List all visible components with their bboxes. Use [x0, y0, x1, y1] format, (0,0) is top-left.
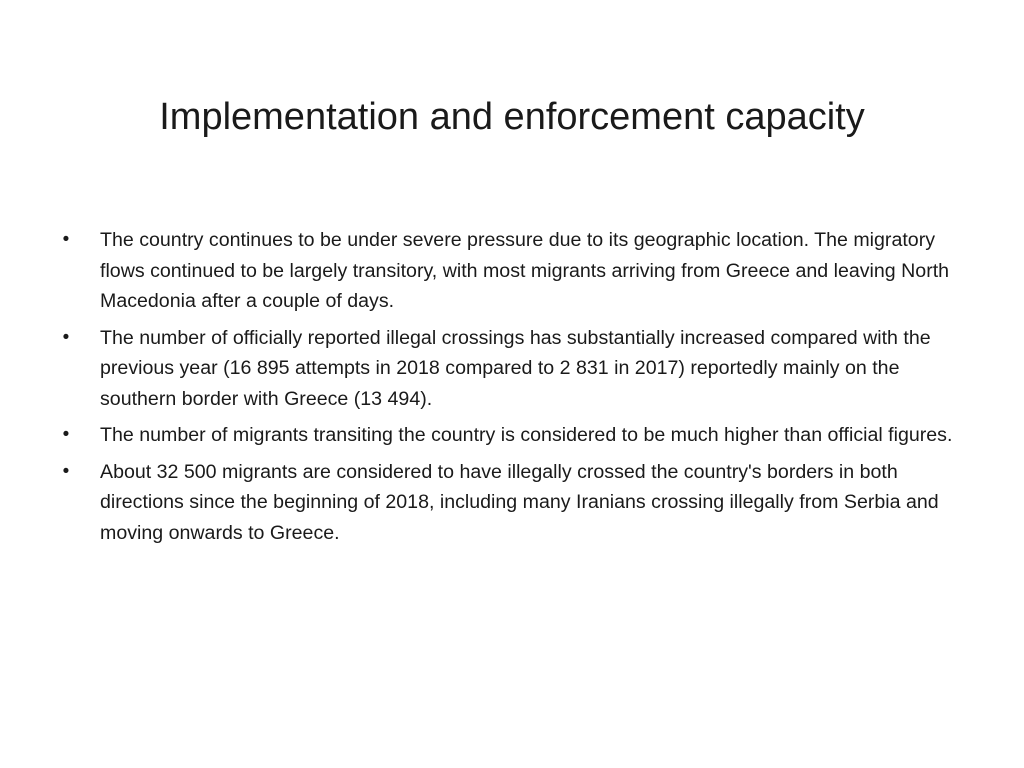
bullet-item: [60, 420, 965, 451]
bullet-text: About 32 500 migrants are considered to have illegally crossed the country's borders in both directions since the beginning of 2018, including many Iranians crossing illegally from Serbia and moving onwards to Greece.: [100, 460, 939, 544]
bullet-item: [60, 225, 965, 317]
bullet-dot-icon: •: [62, 460, 70, 482]
bullet-text: The country continues to be under severe pressure due to its geographic location. The migratory flows continued to be largely transitory, with most migrants arriving from Greece and leaving North Macedonia after a couple of days.: [100, 229, 950, 312]
bullet-dot-icon: •: [62, 326, 70, 348]
bullet-dot-icon: •: [62, 229, 70, 250]
slide-title: Implementation and enforcement capacity: [159, 96, 865, 139]
bullet-item: [60, 457, 965, 549]
bullet-text: The number of migrants transiting the country is considered to be much higher than official figures.: [100, 424, 953, 446]
bullet-text: The number of officially reported illegal crossings has substantially increased compared with the previous year (16 895 attempts in 2018 compared to 2 831 in 2017) reportedly mainly on the southern border with Greece (13 494).: [100, 326, 931, 410]
bullet-dot-icon: •: [62, 424, 70, 445]
bullet-item: [60, 323, 965, 415]
bullet-list: [60, 225, 965, 554]
